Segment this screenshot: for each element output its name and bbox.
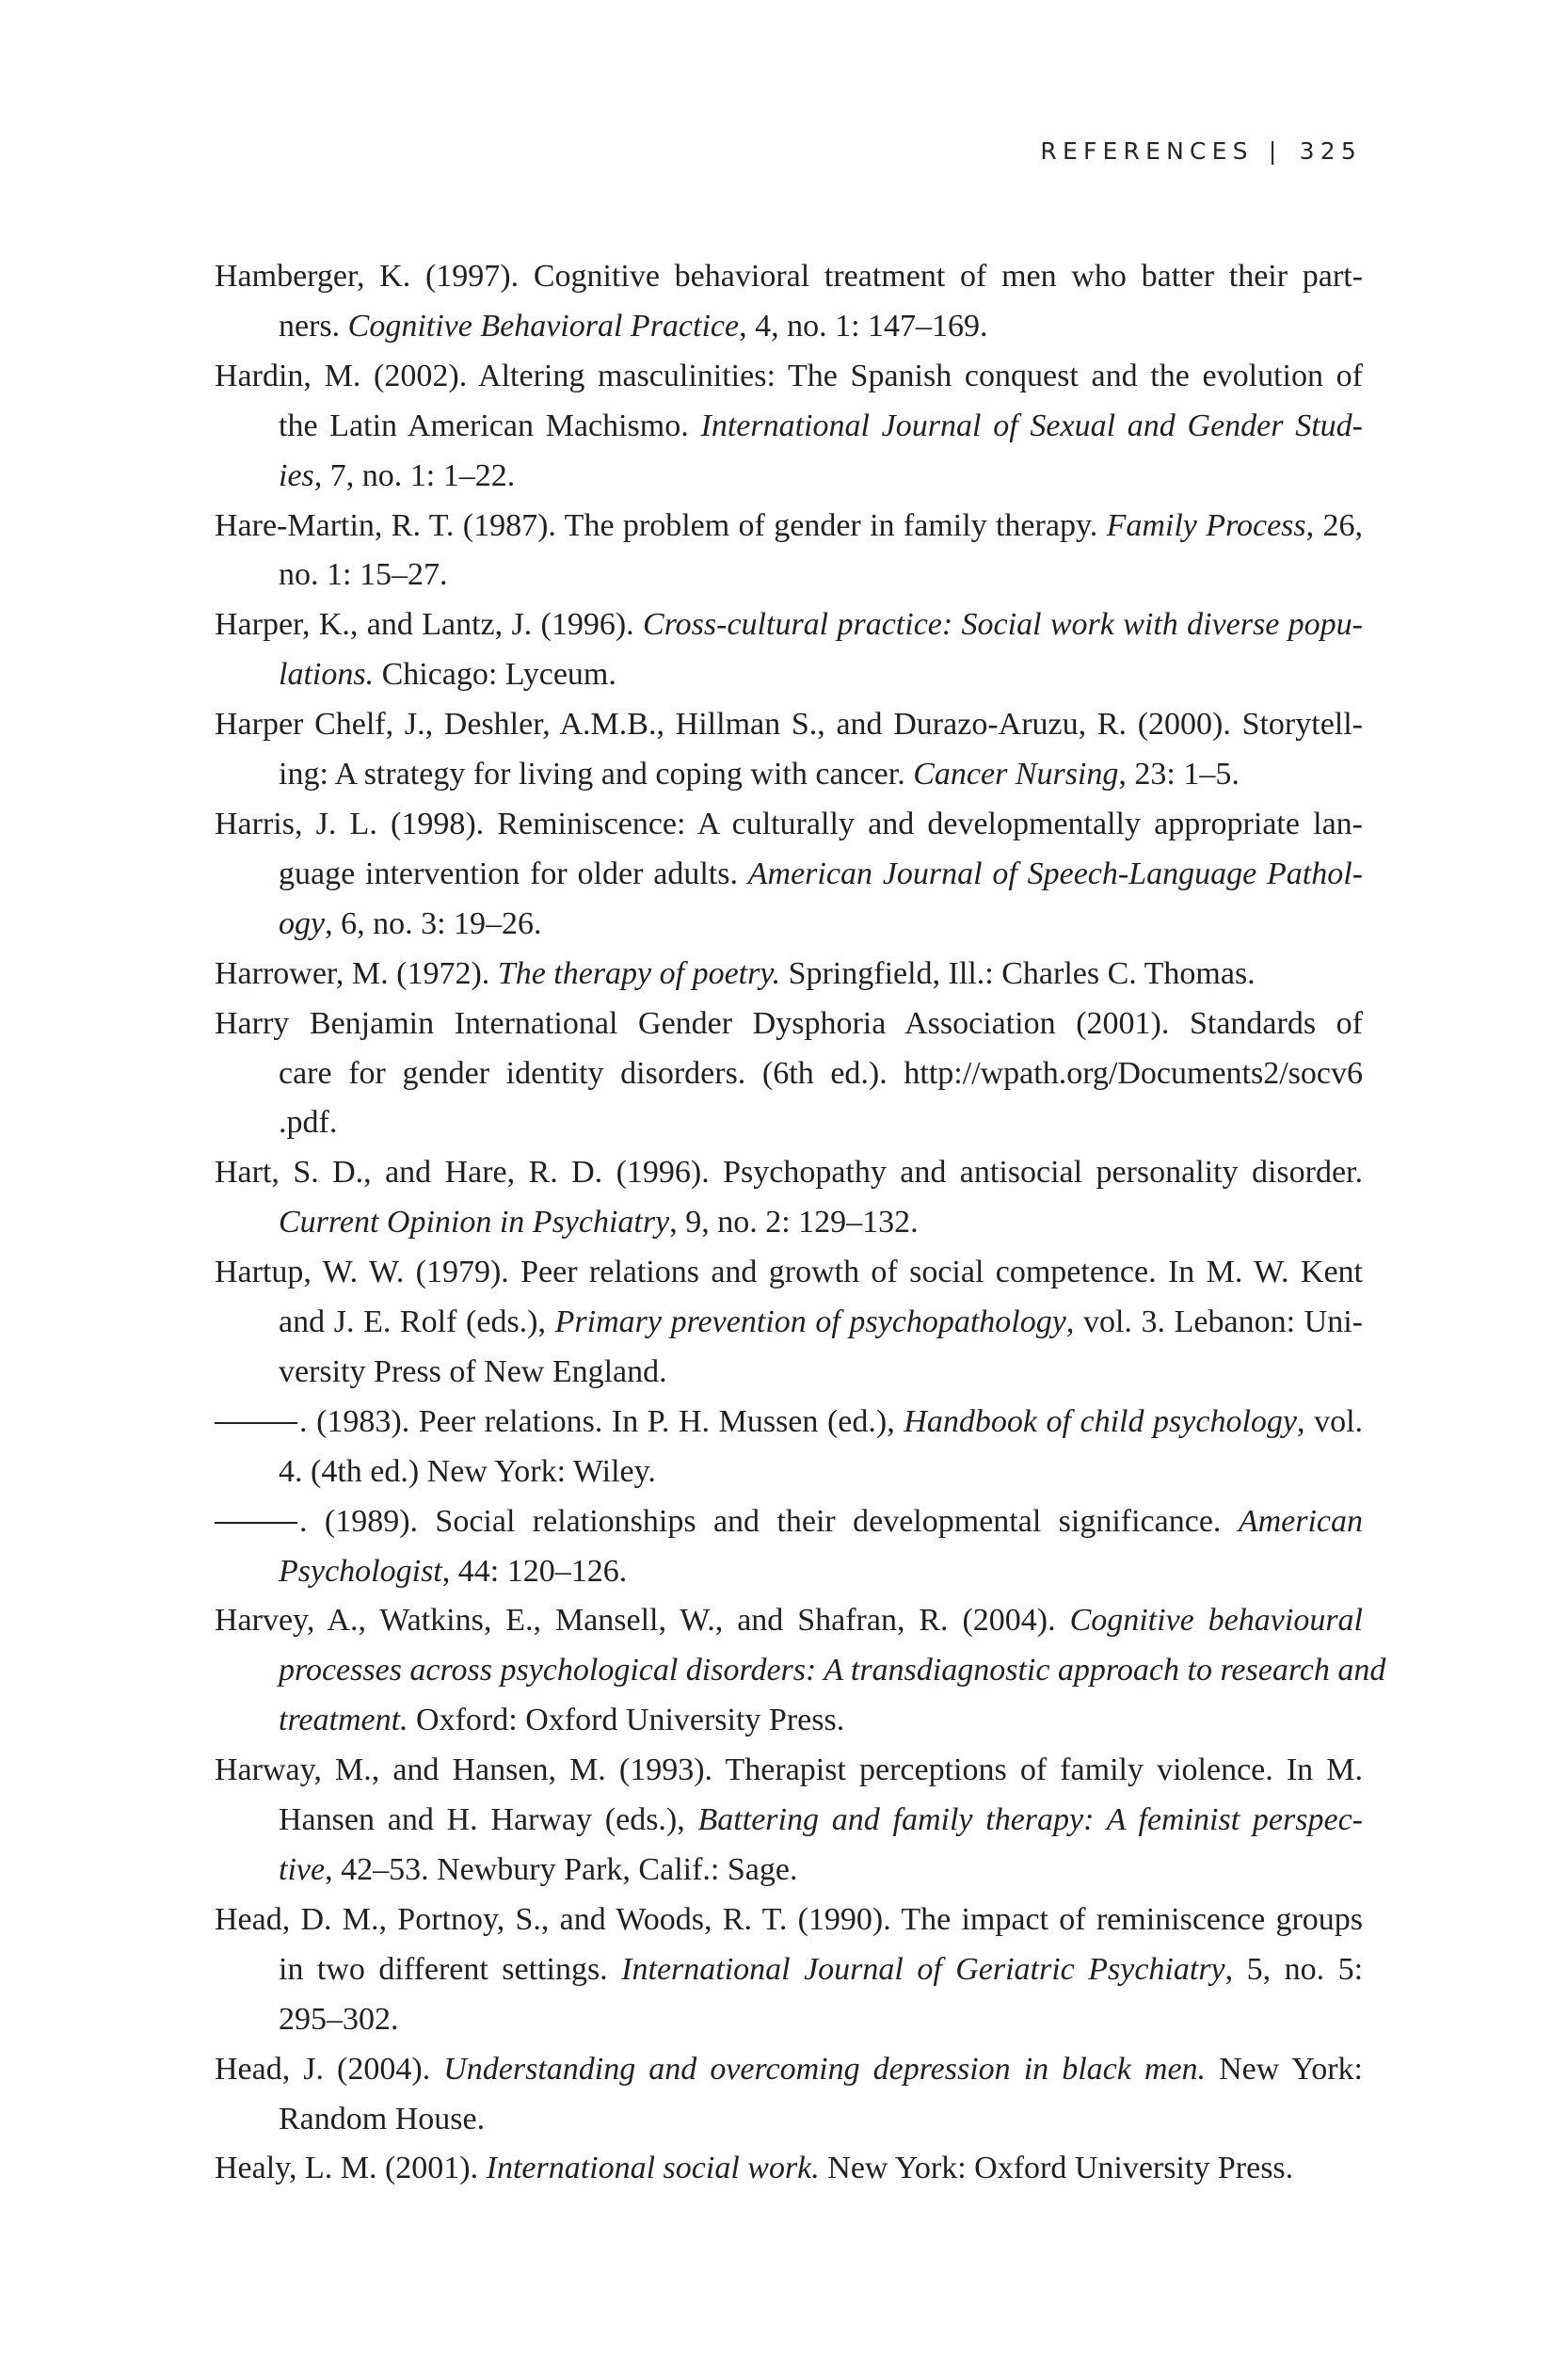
- reference-continuation-line: [215, 650, 1363, 700]
- reference-text: , 4, no. 1: 147–169.: [739, 308, 988, 344]
- italic-title: Cognitive behavioural: [1069, 1603, 1363, 1639]
- reference-continuation-line: [215, 1348, 1363, 1398]
- reference-first-line: [215, 700, 1363, 750]
- italic-title: Cognitive Behavioral Practice: [347, 308, 740, 344]
- reference-first-line: [215, 950, 1363, 1000]
- italic-title: ies: [279, 457, 314, 493]
- reference-text: Hare-Martin, R. T. (1987). The problem of gender in family therapy.: [215, 507, 1107, 543]
- reference-continuation-line: [215, 1298, 1363, 1348]
- reference-first-line: [215, 1148, 1363, 1198]
- italic-title: treatment.: [279, 1703, 408, 1738]
- reference-text: Harris, J. L. (1998). Reminiscence: A culturally and developmentally appropriate lan-: [215, 806, 1363, 841]
- reference-entry: [215, 600, 1363, 700]
- italic-title: processes across psychological disorders: A transdiagnostic approach to research and: [279, 1653, 1386, 1688]
- italic-title: Handbook of child psychology: [904, 1403, 1297, 1439]
- reference-text: 4. (4th ed.) New York: Wiley.: [279, 1453, 656, 1489]
- reference-text: , 23: 1–5.: [1118, 757, 1240, 792]
- reference-continuation-line: [215, 452, 1363, 502]
- reference-text: , 7, no. 1: 1–22.: [313, 457, 516, 493]
- reference-continuation-line: [215, 750, 1363, 800]
- italic-title: Cross-cultural practice: Social work with diverse popu-: [643, 607, 1363, 643]
- reference-text: Harper Chelf, J., Deshler, A.M.B., Hillman S., and Durazo-Aruzu, R. (2000). Storytell-: [215, 707, 1363, 743]
- reference-first-line: [215, 502, 1363, 552]
- italic-title: tive: [279, 1852, 326, 1887]
- reference-text: , vol. 3. Lebanon: Uni-: [1065, 1304, 1363, 1340]
- reference-text: Harway, M., and Hansen, M. (1993). Therapist perceptions of family violence. In M.: [215, 1752, 1363, 1788]
- running-header: [1040, 137, 1362, 166]
- italic-title: Primary prevention of psychopathology: [554, 1304, 1066, 1340]
- reference-text: Chicago: Lyceum.: [374, 657, 616, 693]
- reference-entry: [215, 1398, 1363, 1497]
- reference-entry: [215, 2045, 1363, 2145]
- reference-first-line: [215, 1596, 1363, 1646]
- header-separator: |: [1268, 137, 1283, 165]
- reference-continuation-line: [215, 302, 1363, 352]
- italic-title: The therapy of poetry.: [497, 955, 781, 991]
- reference-entry: [215, 1000, 1363, 1149]
- reference-first-line: [215, 600, 1363, 650]
- reference-entry: [215, 800, 1363, 950]
- reference-entry: [215, 1497, 1363, 1597]
- reference-entry: [215, 1896, 1363, 2045]
- italic-title: lations.: [279, 657, 375, 693]
- reference-text: Harper, K., and Lantz, J. (1996).: [215, 607, 644, 643]
- italic-title: International Journal of Sexual and Gender Stud-: [700, 408, 1363, 443]
- reference-text: Oxford: Oxford University Press.: [408, 1703, 845, 1738]
- reference-text: , 5, no. 5:: [1224, 1951, 1364, 1987]
- reference-text: Head, D. M., Portnoy, S., and Woods, R. T. (1990). The impact of reminiscence groups: [215, 1901, 1363, 1937]
- page-number: 325: [1299, 137, 1362, 165]
- repeat-author-dash: [215, 1422, 297, 1424]
- reference-text: no. 1: 15–27.: [279, 557, 448, 593]
- italic-title: Cancer Nursing: [913, 757, 1119, 792]
- reference-continuation-line: [215, 551, 1363, 600]
- reference-text: Hamberger, K. (1997). Cognitive behavioral treatment of men who batter their part-: [215, 259, 1363, 294]
- reference-continuation-line: [215, 1646, 1386, 1696]
- reference-text: Harrower, M. (1972).: [215, 955, 498, 991]
- reference-continuation-line: [215, 1448, 1363, 1497]
- reference-text: Hansen and H. Harway (eds.),: [279, 1802, 698, 1838]
- reference-text: the Latin American Machismo.: [279, 408, 701, 443]
- reference-first-line: [215, 352, 1363, 402]
- reference-continuation-line: [215, 1198, 1363, 1248]
- reference-entry: [215, 950, 1363, 1000]
- reference-list: [215, 252, 1386, 2194]
- reference-first-line: [215, 2144, 1363, 2194]
- reference-continuation-line: [215, 1049, 1363, 1099]
- reference-text: .pdf.: [279, 1105, 338, 1141]
- reference-text: care for gender identity disorders. (6th ed.). http://wpath.org/Documents2/socv6: [279, 1055, 1363, 1091]
- reference-continuation-line: [215, 1945, 1363, 1995]
- reference-first-line: [215, 1746, 1363, 1796]
- italic-title: Family Process: [1106, 507, 1306, 543]
- reference-text: Hardin, M. (2002). Altering masculinities: The Spanish conquest and the evolution of: [215, 358, 1363, 393]
- reference-text: guage intervention for older adults.: [279, 856, 748, 891]
- reference-first-line: [215, 2045, 1363, 2095]
- reference-entry: [215, 1596, 1386, 1746]
- reference-text: Springfield, Ill.: Charles C. Thomas.: [780, 955, 1256, 991]
- italic-title: ogy: [279, 905, 326, 941]
- reference-text: 295–302.: [279, 2001, 399, 2037]
- reference-text: , 26,: [1305, 507, 1363, 543]
- reference-text: versity Press of New England.: [279, 1353, 667, 1389]
- reference-text: , 42–53. Newbury Park, Calif.: Sage.: [325, 1852, 798, 1887]
- reference-continuation-line: [215, 1796, 1363, 1846]
- italic-title: American Journal of Speech-Language Pathol-: [747, 856, 1363, 891]
- reference-text: Hartup, W. W. (1979). Peer relations and growth of social competence. In M. W. Kent: [215, 1255, 1363, 1290]
- reference-text: , vol.: [1297, 1403, 1364, 1439]
- reference-first-line: [215, 1000, 1363, 1049]
- reference-text: New York:: [1206, 2051, 1363, 2087]
- reference-entry: [215, 1248, 1363, 1398]
- reference-text: Harry Benjamin International Gender Dysphoria Association (2001). Standards of: [215, 1005, 1363, 1041]
- reference-first-line: [215, 1248, 1363, 1298]
- reference-continuation-line: [215, 850, 1363, 900]
- reference-continuation-line: [215, 402, 1363, 452]
- reference-continuation-line: [215, 1696, 1363, 1746]
- reference-entry: [215, 2144, 1363, 2194]
- reference-first-line: [215, 252, 1363, 302]
- reference-text: . (1989). Social relationships and their developmental significance.: [299, 1503, 1239, 1539]
- italic-title: Current Opinion in Psychiatry: [279, 1205, 670, 1240]
- reference-text: , 9, no. 2: 129–132.: [669, 1205, 919, 1240]
- reference-text: . (1983). Peer relations. In P. H. Mussen (ed.),: [299, 1403, 904, 1439]
- reference-text: Healy, L. M. (2001).: [215, 2151, 487, 2186]
- repeat-author-dash: [215, 1522, 297, 1524]
- reference-continuation-line: [215, 1547, 1363, 1597]
- reference-text: ing: A strategy for living and coping with cancer.: [279, 757, 914, 792]
- reference-text: Hart, S. D., and Hare, R. D. (1996). Psychopathy and antisocial personality disorder.: [215, 1155, 1363, 1191]
- reference-entry: [215, 352, 1363, 502]
- reference-entry: [215, 700, 1363, 800]
- section-title: REFERENCES: [1040, 137, 1254, 165]
- italic-title: International Journal of Geriatric Psychiatry: [621, 1951, 1225, 1987]
- reference-continuation-line: [215, 1098, 1363, 1148]
- reference-entry: [215, 1148, 1363, 1248]
- reference-entry: [215, 1746, 1363, 1896]
- reference-text: New York: Oxford University Press.: [819, 2151, 1294, 2186]
- reference-entry: [215, 252, 1363, 352]
- reference-text: , 44: 120–126.: [441, 1553, 628, 1589]
- reference-text: ners.: [279, 308, 348, 344]
- reference-text: in two different settings.: [279, 1951, 622, 1987]
- reference-text: and J. E. Rolf (eds.),: [279, 1304, 555, 1340]
- italic-title: Battering and family therapy: A feminist perspec-: [697, 1802, 1363, 1838]
- reference-continuation-line: [215, 900, 1363, 950]
- reference-text: Head, J. (2004).: [215, 2051, 444, 2087]
- reference-text: Harvey, A., Watkins, E., Mansell, W., and Shafran, R. (2004).: [215, 1603, 1070, 1639]
- reference-continuation-line: [215, 2095, 1363, 2145]
- reference-first-line: [215, 800, 1363, 850]
- reference-text: Random House.: [279, 2101, 486, 2136]
- italic-title: American: [1238, 1503, 1363, 1539]
- reference-first-line: [215, 1896, 1363, 1945]
- reference-first-line: [215, 1497, 1363, 1547]
- italic-title: International social work.: [486, 2151, 820, 2186]
- italic-title: Psychologist: [279, 1553, 442, 1589]
- reference-text: , 6, no. 3: 19–26.: [325, 905, 542, 941]
- reference-first-line: [215, 1398, 1363, 1448]
- reference-entry: [215, 502, 1363, 601]
- italic-title: Understanding and overcoming depression in black men.: [443, 2051, 1207, 2087]
- reference-continuation-line: [215, 1995, 1363, 2045]
- reference-continuation-line: [215, 1846, 1363, 1896]
